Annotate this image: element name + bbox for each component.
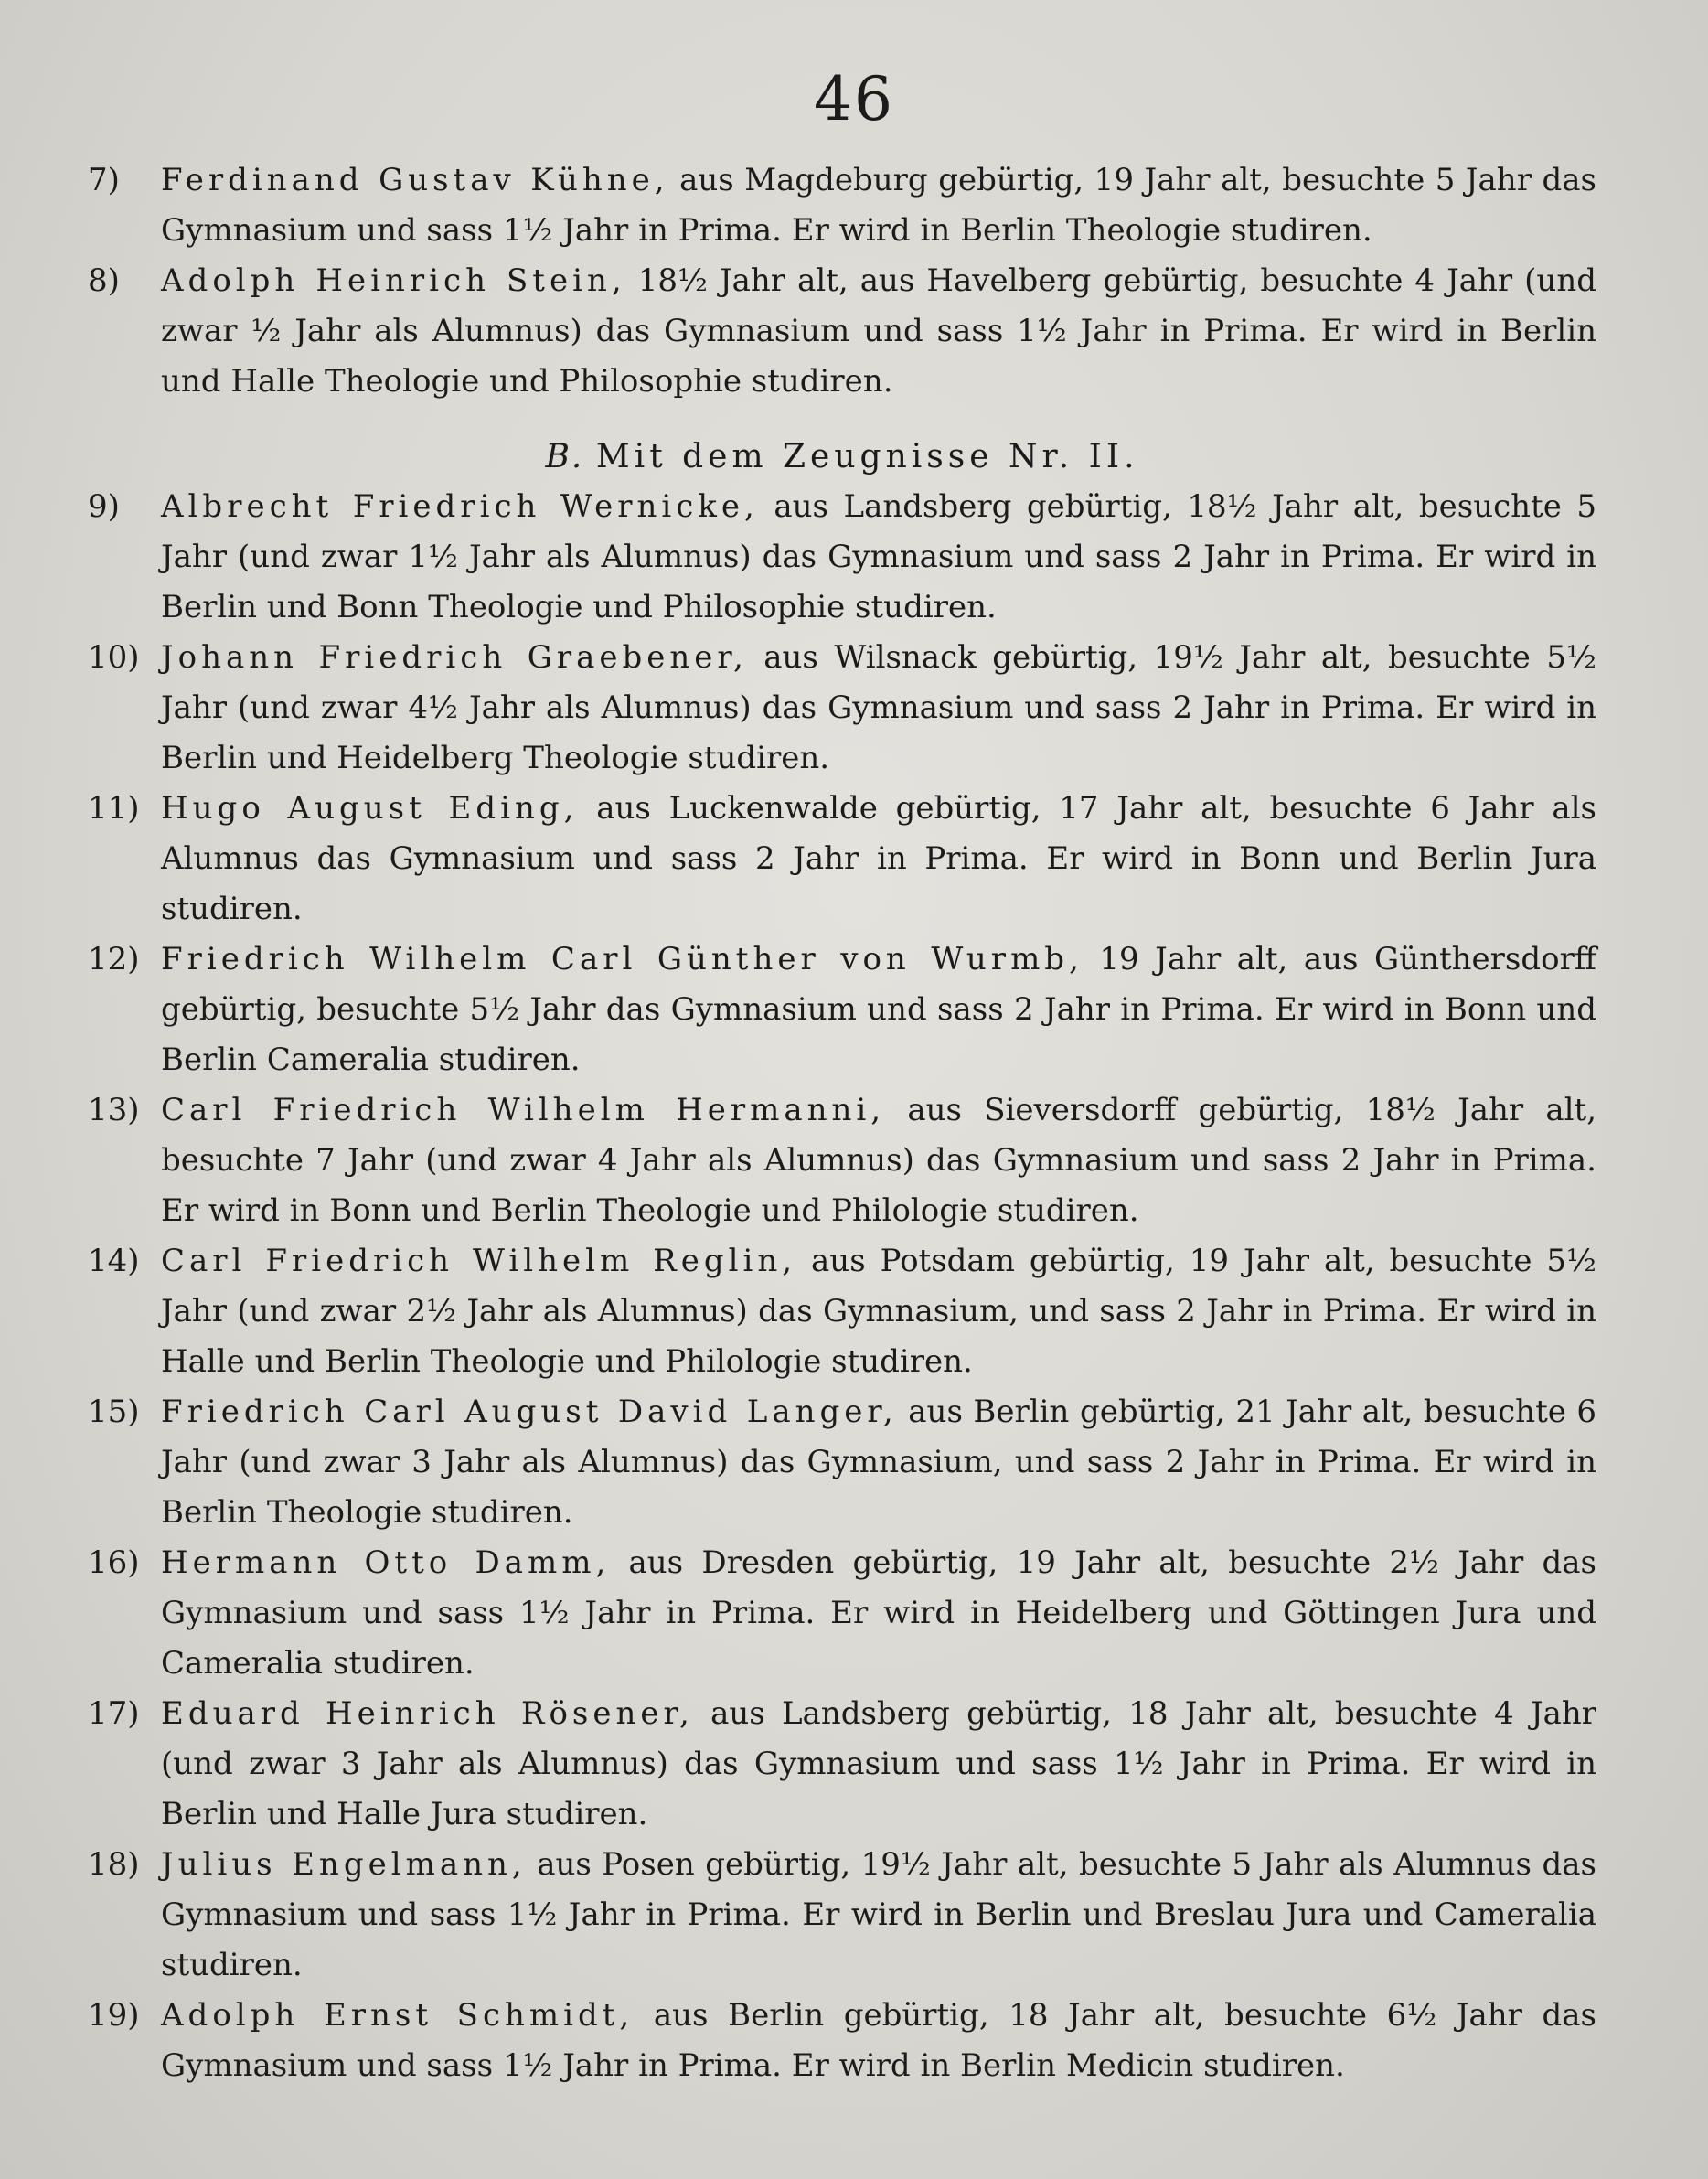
entry-name: Johann Friedrich Graebener, [161,639,748,676]
entry-12 [88,935,1596,1085]
entry-name: Friedrich Carl August David Langer, [161,1394,898,1430]
entry-number: 12) [88,941,140,977]
entry-number: 10) [88,639,140,676]
entry-text: aus Landsberg gebürtig, 18½ Jahr alt, besuchte 5 Jahr (und zwar 1½ Jahr als Alumnus) das Gymnasium und sass 2 Jahr in Prima. Er wird in Berlin und Bonn Theologie und Philosophie studiren. [161,488,1596,625]
entry-text: aus Potsdam gebürtig, 19 Jahr alt, besuchte 5½ Jahr (und zwar 2½ Jahr als Alumnus) das Gymnasium, und sass 2 Jahr in Prima. Er wird in Halle und Berlin Theologie und Philologie studiren. [161,1243,1596,1380]
entry-name: Adolph Ernst Schmidt, [161,1997,635,2034]
entry-18 [88,1840,1596,1991]
entry-text: aus Berlin gebürtig, 21 Jahr alt, besuchte 6 Jahr (und zwar 3 Jahr als Alumnus) das Gymnasium, und sass 2 Jahr in Prima. Er wird in Berlin Theologie studiren. [161,1394,1597,1531]
page-number: 46 [814,64,894,134]
entry-name: Friedrich Wilhelm Carl Günther von Wurmb, [161,941,1084,977]
entry-number: 16) [88,1544,140,1581]
entry-number: 18) [88,1846,140,1883]
entry-11 [88,784,1596,935]
entry-name: Eduard Heinrich Rösener, [161,1695,694,1732]
entry-number: 8) [88,262,120,299]
entry-text: aus Sieversdorff gebürtig, 18½ Jahr alt, besuchte 7 Jahr (und zwar 4 Jahr als Alumnus) das Gymnasium und sass 2 Jahr in Prima. Er wird in Bonn und Berlin Theologie und Philologie studiren. [161,1092,1596,1229]
entry-text: aus Wilsnack gebürtig, 19½ Jahr alt, besuchte 5½ Jahr (und zwar 4½ Jahr als Alumnus) das Gymnasium und sass 2 Jahr in Prima. Er wird in Berlin und Heidelberg Theologie studiren. [161,639,1596,776]
entry-text: aus Berlin gebürtig, 18 Jahr alt, besuchte 6½ Jahr das Gymnasium und sass 1½ Jahr in Prima. Er wird in Berlin Medicin studiren. [161,1997,1596,2084]
entry-name: Ferdinand Gustav Kühne, [161,162,669,198]
entry-name: Julius Engelmann, [161,1846,527,1883]
entry-name: Carl Friedrich Wilhelm Hermanni, [161,1092,886,1128]
entry-number: 15) [88,1394,140,1430]
entry-10 [88,633,1596,784]
entry-number: 14) [88,1243,140,1279]
entry-name: Albrecht Friedrich Wernicke, [161,488,759,525]
entry-15 [88,1387,1596,1538]
entry-number: 17) [88,1695,140,1732]
entry-number: 19) [88,1997,140,2034]
entry-name: Carl Friedrich Wilhelm Reglin, [161,1243,797,1279]
entry-text: aus Magdeburg gebürtig, 19 Jahr alt, besuchte 5 Jahr das Gymnasium und sass 1½ Jahr in Prima. Er wird in Berlin Theologie studiren. [161,162,1596,249]
entry-name: Adolph Heinrich Stein, [161,262,626,299]
entry-13 [88,1085,1596,1236]
section-heading [88,432,1596,482]
entry-16 [88,1538,1596,1689]
entry-17 [88,1689,1596,1840]
entry-text: aus Landsberg gebürtig, 18 Jahr alt, besuchte 4 Jahr (und zwar 3 Jahr als Alumnus) das Gymnasium und sass 1½ Jahr in Prima. Er wird in Berlin und Halle Jura studiren. [161,1695,1597,1832]
entry-name: Hermann Otto Damm, [161,1544,611,1581]
entry-text: aus Dresden gebürtig, 19 Jahr alt, besuchte 2½ Jahr das Gymnasium und sass 1½ Jahr in Prima. Er wird in Heidelberg und Göttingen Jura und Cameralia studiren. [161,1544,1596,1682]
entry-14 [88,1236,1596,1387]
entry-9 [88,482,1596,633]
entry-number: 13) [88,1092,140,1128]
entry-text: 19 Jahr alt, aus Günthersdorff gebürtig, besuchte 5½ Jahr das Gymnasium und sass 2 Jahr in Prima. Er wird in Bonn und Berlin Cameralia studiren. [161,941,1596,1078]
entry-19 [88,1991,1596,2091]
entries-list [88,155,1596,2091]
entry-7 [88,155,1596,256]
entry-name: Hugo August Eding, [161,790,579,827]
entry-number: 7) [88,162,120,198]
entry-text: aus Posen gebürtig, 19½ Jahr alt, besuchte 5 Jahr als Alumnus das Gymnasium und sass 1½ Jahr in Prima. Er wird in Berlin und Breslau Jura und Cameralia studiren. [161,1846,1596,1983]
entry-number: 9) [88,488,120,525]
section-title: Mit dem Zeugnisse Nr. II. [595,438,1139,475]
entry-number: 11) [88,790,140,827]
entry-text: 18½ Jahr alt, aus Havelberg gebürtig, besuchte 4 Jahr (und zwar ½ Jahr als Alumnus) das Gymnasium und sass 1½ Jahr in Prima. Er wird in Berlin und Halle Theologie und Philosophie studiren. [161,262,1596,400]
entry-text: aus Luckenwalde gebürtig, 17 Jahr alt, besuchte 6 Jahr als Alumnus das Gymnasium und sass 2 Jahr in Prima. Er wird in Bonn und Berlin Jura studiren. [161,790,1596,927]
entry-8 [88,256,1596,407]
section-letter: B. [545,438,584,475]
